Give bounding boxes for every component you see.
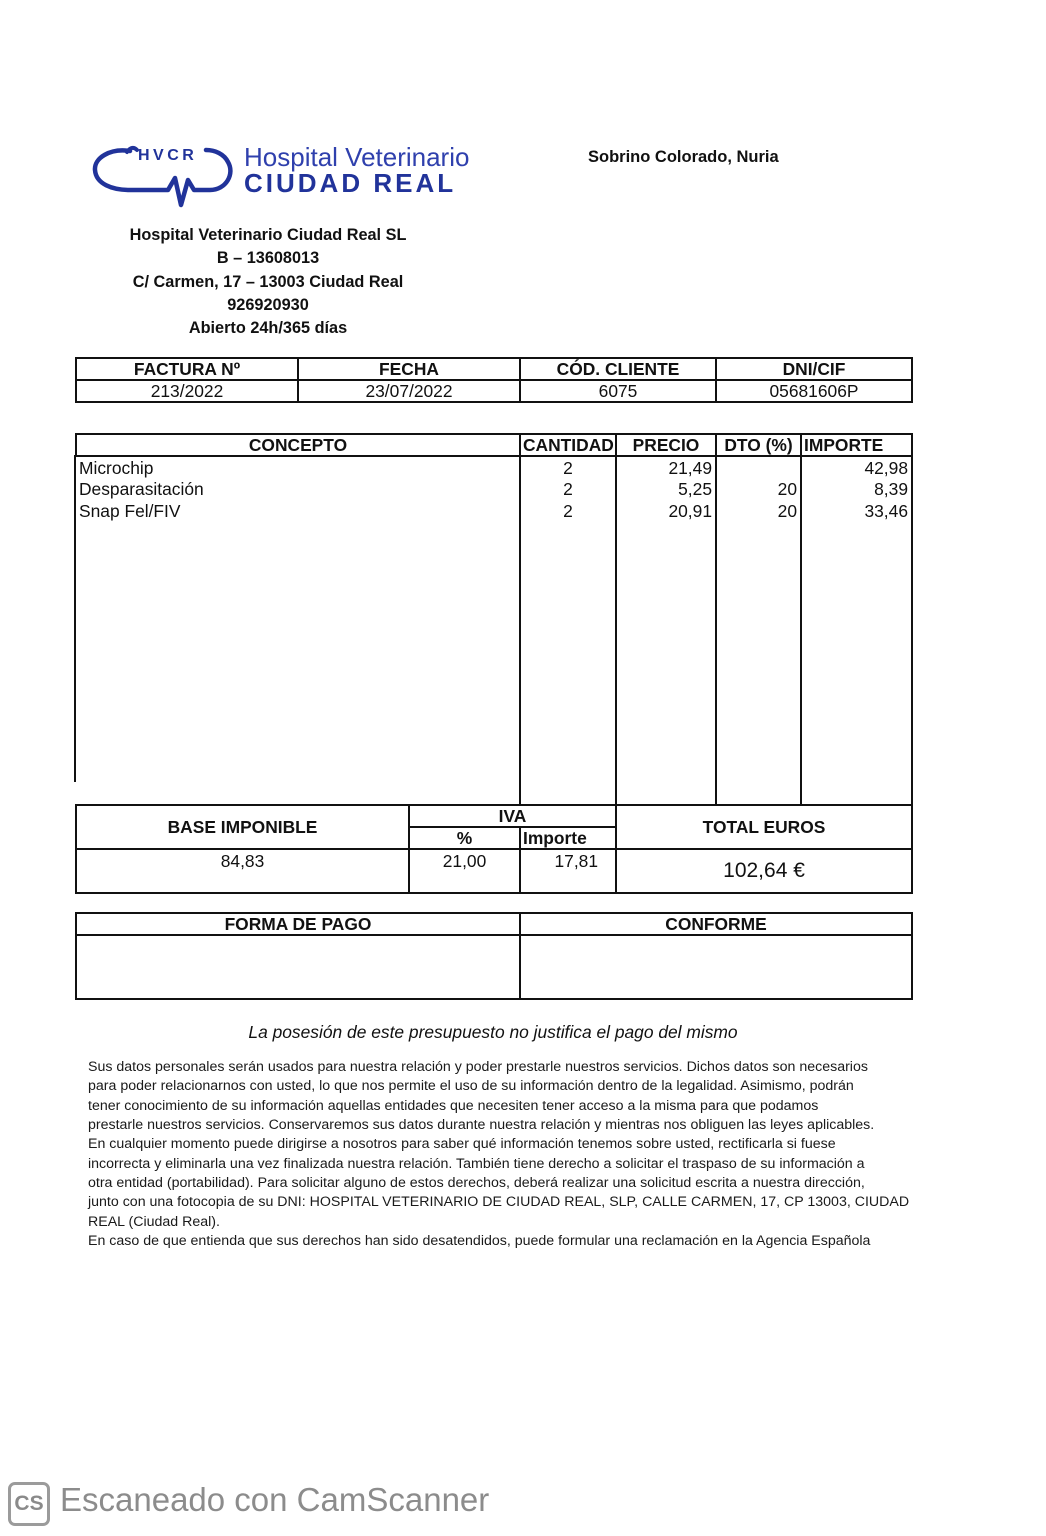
table-left-border <box>74 455 76 782</box>
conforme-cell <box>520 935 912 999</box>
price-cell: 5,25 <box>616 478 716 500</box>
payment-header-row <box>76 913 912 935</box>
amount-header: IMPORTE <box>801 434 912 456</box>
table-row <box>76 478 912 500</box>
amount-cell: 42,98 <box>801 456 912 478</box>
line-items-table <box>75 433 913 814</box>
total-label: TOTAL EUROS <box>616 805 912 849</box>
camscanner-logo-icon: CS <box>8 1482 50 1526</box>
privacy-notice-line: Sus datos personales serán usados para nuestra relación y poder prestarle nuestros servicios. Dichos datos son necesarios <box>88 1059 868 1075</box>
table-row <box>76 500 912 522</box>
company-tax-id: B – 13608013 <box>216 249 320 268</box>
empty-cell <box>801 522 912 814</box>
scanner-watermark: Escaneado con CamScanner <box>60 1481 490 1518</box>
privacy-notice <box>88 1058 909 1251</box>
tax-base-label: BASE IMPONIBLE <box>76 805 409 849</box>
empty-cell <box>76 522 520 814</box>
invoice-meta-values-row <box>76 380 912 402</box>
discount-cell: 20 <box>716 500 801 522</box>
logo-city-name: CIUDAD REAL <box>244 168 457 198</box>
discount-cell <box>716 456 801 478</box>
client-code: 6075 <box>520 380 716 402</box>
total-value: 102,64 € <box>616 849 912 893</box>
table-row <box>76 456 912 478</box>
conforme-label: CONFORME <box>520 913 912 935</box>
discount-cell: 20 <box>716 478 801 500</box>
price-cell: 20,91 <box>616 500 716 522</box>
totals-values-row <box>76 849 912 893</box>
privacy-notice-line: junto con una fotocopia de su DNI: HOSPITAL VETERINARIO DE CIUDAD REAL, SLP, CALLE CARMEN, 17, CP 13003, CIUDAD <box>88 1194 910 1211</box>
dni-cif-label: DNI/CIF <box>716 358 912 380</box>
payment-table <box>75 912 913 1000</box>
invoice-number-label: FACTURA Nº <box>76 358 298 380</box>
totals-table <box>75 804 913 894</box>
quantity-cell: 2 <box>520 478 616 500</box>
empty-rows-area <box>76 522 912 814</box>
price-header: PRECIO <box>616 434 716 456</box>
invoice-meta-header-row <box>76 358 912 380</box>
quantity-cell: 2 <box>520 456 616 478</box>
privacy-notice-line: tener conocimiento de su información aquellas entidades que necesiten tener acceso a la misma para que podamos <box>88 1097 819 1114</box>
privacy-notice-line: En caso de que entienda que sus derechos han sido desatendidos, puede formular una reclamación en la Agencia Española <box>88 1233 871 1250</box>
empty-cell <box>616 522 716 814</box>
invoice-date-label: FECHA <box>298 358 520 380</box>
tax-base-value: 84,83 <box>76 849 409 893</box>
client-name: Sobrino Colorado, Nuria <box>588 148 779 166</box>
budget-disclaimer: La posesión de este presupuesto no justifica el pago del mismo <box>248 1022 738 1042</box>
company-info <box>98 224 438 340</box>
payment-body-row <box>76 935 912 999</box>
vat-percent-value: 21,00 <box>409 849 520 893</box>
privacy-notice-line: En cualquier momento puede dirigirse a nosotros para saber qué información tenemos sobre usted, rectificarla si fuese <box>88 1136 836 1153</box>
company-address: C/ Carmen, 17 – 13003 Ciudad Real <box>132 272 404 291</box>
quantity-cell: 2 <box>520 500 616 522</box>
company-hours: Abierto 24h/365 días <box>188 319 348 338</box>
quantity-header: CANTIDAD <box>520 434 616 456</box>
line-items-header-row <box>76 434 912 456</box>
amount-cell: 8,39 <box>801 478 912 500</box>
privacy-notice-line: otra entidad (portabilidad). Para solicitar alguno de estos derechos, deberá realizar una solicitud escrita a nuestra dirección, <box>88 1175 865 1192</box>
privacy-notice-line: REAL (Ciudad Real). <box>88 1213 220 1230</box>
vat-amount-value: 17,81 <box>520 849 616 893</box>
concept-cell: Desparasitación <box>76 478 520 500</box>
invoice-number: 213/2022 <box>76 380 298 402</box>
payment-method-label: FORMA DE PAGO <box>76 913 520 935</box>
concept-cell: Microchip <box>76 456 520 478</box>
invoice-date: 23/07/2022 <box>298 380 520 402</box>
logo-hospital-name: Hospital Veterinario <box>244 142 470 172</box>
payment-method-cell <box>76 935 520 999</box>
empty-cell <box>520 522 616 814</box>
amount-cell: 33,46 <box>801 500 912 522</box>
company-name: Hospital Veterinario Ciudad Real SL <box>129 226 407 244</box>
logo-mark-text: HVCR <box>138 147 198 164</box>
totals-header-row <box>76 805 912 827</box>
vat-label: IVA <box>409 805 616 827</box>
empty-cell <box>716 522 801 814</box>
privacy-notice-line: para poder relacionarnos con usted, lo que nos permite el uso de su información dentro de la legalidad. Asimismo, podrán <box>88 1078 854 1095</box>
vat-percent-label: % <box>409 827 520 849</box>
privacy-notice-line: incorrecta y eliminarla una vez finalizada nuestra relación. También tiene derecho a solicitar el traspaso de su información a <box>88 1155 865 1172</box>
discount-header: DTO (%) <box>716 434 801 456</box>
concept-header: CONCEPTO <box>76 434 520 456</box>
vat-amount-label: Importe <box>520 827 616 849</box>
company-phone: 926920930 <box>227 295 309 314</box>
concept-cell: Snap Fel/FIV <box>76 500 520 522</box>
invoice-meta-table <box>75 357 913 403</box>
privacy-notice-line: prestarle nuestros servicios. Conservaremos sus datos durante nuestra relación y mientras nos obliguen las leyes aplicables. <box>88 1117 875 1134</box>
dni-cif: 05681606P <box>716 380 912 402</box>
price-cell: 21,49 <box>616 456 716 478</box>
client-code-label: CÓD. CLIENTE <box>520 358 716 380</box>
